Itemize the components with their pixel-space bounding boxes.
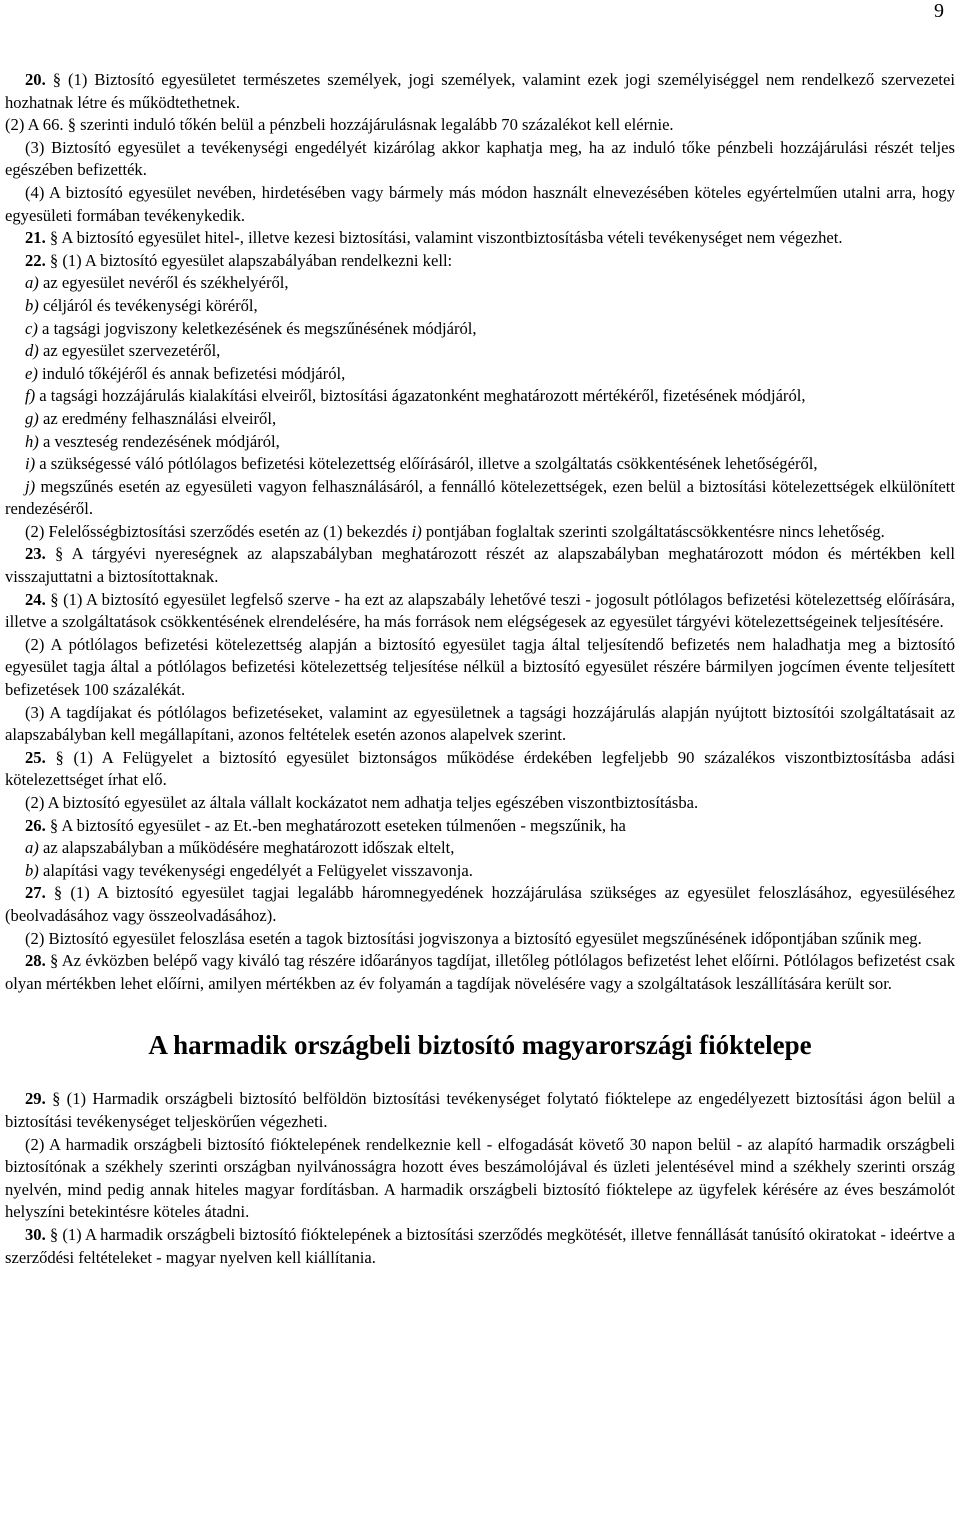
- paragraph: [5, 250, 955, 273]
- paragraph-text: a veszteség rendezésének módjáról,: [38, 431, 280, 451]
- paragraph: [5, 521, 955, 544]
- list-letter: b): [25, 860, 39, 880]
- paragraph: [5, 702, 955, 747]
- list-letter: h): [25, 431, 39, 451]
- paragraph: [5, 69, 955, 114]
- page-number: 9: [934, 0, 944, 22]
- paragraph: [5, 272, 955, 295]
- paragraph: [5, 1134, 955, 1224]
- paragraph-text: § (1) Harmadik országbeli biztosító belföldön biztosítási tevékenységet folytató fióktelepe az engedélyezett biztosítási ágon belül a biztosítási tevékenységet teljeskörűen végezheti.: [5, 1089, 955, 1131]
- paragraph: [5, 815, 955, 838]
- paragraph-text: a szükségessé váló pótlólagos befizetési kötelezettség előírásáról, illetve a szolgáltatás csökkentésének lehetőségéről,: [35, 454, 818, 474]
- paragraph: [5, 385, 955, 408]
- paragraphs-before-heading: [5, 69, 955, 995]
- paragraph: [5, 453, 955, 476]
- paragraph-text: (4) A biztosító egyesület nevében, hirdetésében vagy bármely más módon használt elnevezésében köteles egyértelműen utalni arra, hogy egyesületi formában tevékenykedik.: [5, 182, 955, 225]
- paragraph-text: céljáról és tevékenységi köréről,: [38, 295, 258, 315]
- paragraph: [5, 792, 955, 815]
- paragraph-text: az eredmény felhasználási elveiről,: [38, 408, 277, 428]
- paragraph: [5, 543, 955, 588]
- list-letter: f): [25, 386, 36, 406]
- list-letter: i): [25, 454, 36, 474]
- section-number: 28.: [25, 951, 46, 971]
- paragraph: [5, 1088, 955, 1133]
- paragraph-text: (2) A 66. § szerinti induló tőkén belül a pénzbeli hozzájárulásnak legalább 70 százalékot kell elérnie.: [5, 115, 674, 135]
- section-number: 24.: [25, 589, 46, 609]
- paragraph-text: (3) A tagdíjakat és pótlólagos befizetéseket, valamint az egyesületnek a tagsági hozzájárulás alapján nyújtott biztosítói szolgáltatásait az alapszabályban kell megállapítani, azonos feltételek esetén azonos alapelvek szerint.: [5, 702, 955, 745]
- paragraph-text: § (1) A harmadik országbeli biztosító fióktelepének a biztosítási szerződés megkötését, illetve fennállását tanúsító okiratokat - ideértve a szerződési feltételeket - magyar nyelven kell kiállítania.: [5, 1224, 955, 1267]
- point-reference: i): [411, 521, 422, 541]
- paragraph: [5, 476, 955, 521]
- paragraph: [5, 634, 955, 702]
- section-heading: A harmadik országbeli biztosító magyarországi fióktelepe: [148, 1030, 812, 1061]
- paragraph-text: (2) Biztosító egyesület feloszlása esetén a tagok biztosítási jogviszonya a biztosító egyesület megszűnésének időpontjában szűnik meg.: [25, 928, 922, 948]
- paragraph-text: § (1) A biztosító egyesület alapszabályában rendelkezni kell:: [45, 250, 453, 270]
- list-letter: a): [25, 838, 39, 858]
- section-number: 26.: [25, 815, 46, 835]
- section-number: 29.: [25, 1089, 46, 1109]
- paragraph-text: megszűnés esetén az egyesületi vagyon felhasználásáról, a fennálló kötelezettségek, ezen belül a biztosítási kötelezettségek elkülönített rendezéséről.: [5, 476, 955, 519]
- paragraph: [5, 589, 955, 634]
- paragraph: [5, 950, 955, 995]
- section-number: 30.: [25, 1224, 46, 1244]
- section-number: 25.: [25, 747, 46, 767]
- paragraph: [5, 295, 955, 318]
- paragraph-text: § Az évközben belépő vagy kiváló tag részére időarányos tagdíjat, illetőleg pótlólagos befizetést lehet előírni. Pótlólagos befizetést csak olyan mértékben lehet előírni, amilyen mértékben az év folyamán a tagdíjak növelésére vagy a szolgáltatások leszállítására került sor.: [5, 951, 955, 993]
- paragraphs-after-heading: [5, 1088, 955, 1269]
- paragraph-text: (3) Biztosító egyesület a tevékenységi engedélyét kizárólag akkor kaphatja meg, ha az induló tőke pénzbeli hozzájárulási részét teljes egészében befizették.: [5, 137, 955, 180]
- paragraph-text: § (1) A biztosító egyesület legfelső szerve - ha ezt az alapszabály lehetővé teszi - jogosult pótlólagos befizetési kötelezettség előírására, illetve a szolgáltatások csökkentésének elrendelésére, ha más források nem elégségesek az egyesület tárgyévi kötelezettségeinek teljesítésére.: [5, 589, 955, 632]
- paragraph-text: (2) A biztosító egyesület az általa vállalt kockázatot nem adhatja teljes egészében viszontbiztosításba.: [25, 793, 699, 812]
- section-number: 20.: [25, 70, 46, 89]
- document-body: [5, 69, 955, 1269]
- paragraph: [5, 408, 955, 431]
- section-number: 23.: [25, 544, 46, 564]
- paragraph-text: az egyesület szervezetéről,: [38, 341, 221, 361]
- list-letter: a): [25, 273, 39, 293]
- paragraph: [5, 227, 955, 250]
- section-number: 21.: [25, 228, 46, 248]
- paragraph-text: az alapszabályban a működésére meghatározott időszak eltelt,: [38, 838, 455, 858]
- paragraph: [5, 137, 955, 182]
- paragraph: [5, 318, 955, 341]
- paragraph-text: § A tárgyévi nyereségnek az alapszabályban meghatározott részét az alapszabályban meghatározott módon és mértékben kell visszajuttatni a biztosítottaknak.: [5, 544, 955, 587]
- paragraph-text: (2) A pótlólagos befizetési kötelezettség alapján a biztosító egyesület tagja által teljesítendő befizetés nem haladhatja meg a biztosító egyesület tagja által a pótlólagos befizetési kötelezettség teljesítése nélkül a biztosító egyesület részére bármilyen jogcímen évente teljesített befizetések 100 százalékát.: [5, 634, 955, 700]
- paragraph: [5, 363, 955, 386]
- paragraph-text: az egyesület nevéről és székhelyéről,: [38, 273, 289, 293]
- list-letter: g): [25, 408, 39, 428]
- paragraph-text: § (1) Biztosító egyesületet természetes személyek, jogi személyek, valamint ezek jogi személyiséggel nem rendelkező szervezetei hozhatnak létre és működtethetnek.: [5, 70, 955, 112]
- paragraph: [5, 928, 955, 951]
- list-letter: d): [25, 341, 39, 361]
- list-letter: e): [25, 363, 38, 383]
- paragraph-text: a tagsági hozzájárulás kialakítási elveiről, biztosítási ágazatonként meghatározott mértékéről, fizetésének módjáról,: [35, 386, 806, 406]
- paragraph: [5, 431, 955, 454]
- paragraph: [5, 747, 955, 792]
- list-letter: j): [25, 476, 36, 496]
- list-letter: c): [25, 318, 38, 338]
- paragraph-text-tail: pontjában foglaltak szerinti szolgáltatáscsökkentésre nincs lehetőség.: [421, 521, 885, 541]
- paragraph-text: § A biztosító egyesület hitel-, illetve kezesi biztosítási, valamint viszontbiztosításba vételi tevékenységet nem végezhet.: [45, 228, 843, 248]
- section-number: 22.: [25, 250, 46, 270]
- paragraph: [5, 340, 955, 363]
- paragraph-text: induló tőkéjéről és annak befizetési módjáról,: [37, 363, 346, 383]
- list-letter: b): [25, 295, 39, 315]
- paragraph: [5, 182, 955, 227]
- paragraph-text: a tagsági jogviszony keletkezésének és megszűnésének módjáról,: [37, 318, 477, 338]
- paragraph-text: (2) Felelősségbiztosítási szerződés esetén az (1) bekezdés: [25, 521, 412, 541]
- paragraph-text: § (1) A Felügyelet a biztosító egyesület biztonságos működése érdekében legfeljebb 90 százalékos viszontbiztosításba adási kötelezettséget írhat elő.: [5, 747, 955, 790]
- paragraph-text: (2) A harmadik országbeli biztosító fióktelepének rendelkeznie kell - elfogadását követő 30 napon belül - az alapító harmadik országbeli biztosítónak a székhely szerinti országban nyilvánosságra hozott éves beszámolójával és üzleti jelentésével mind a székhely szerinti ország nyelvén, mind pedig annak hiteles magyar fordításban. A harmadik országbeli biztosító fióktelepe az ügyfelek kérésére az éves beszámolót helyszíni betekintésre köteles átadni.: [5, 1134, 955, 1222]
- paragraph-text: § (1) A biztosító egyesület tagjai legalább háromnegyedének hozzájárulása szükséges az egyesület feloszlásához, egyesüléséhez (beolvadásához vagy összeolvadásához).: [5, 883, 955, 925]
- paragraph: [5, 114, 955, 137]
- paragraph: [5, 1224, 955, 1269]
- paragraph: [5, 860, 955, 883]
- paragraph-text: alapítási vagy tevékenységi engedélyét a Felügyelet visszavonja.: [38, 860, 473, 880]
- paragraph: [5, 837, 955, 860]
- paragraph-text: § A biztosító egyesület - az Et.-ben meghatározott eseteken túlmenően - megszűnik, ha: [45, 815, 626, 835]
- section-number: 27.: [25, 883, 46, 903]
- paragraph: [5, 882, 955, 927]
